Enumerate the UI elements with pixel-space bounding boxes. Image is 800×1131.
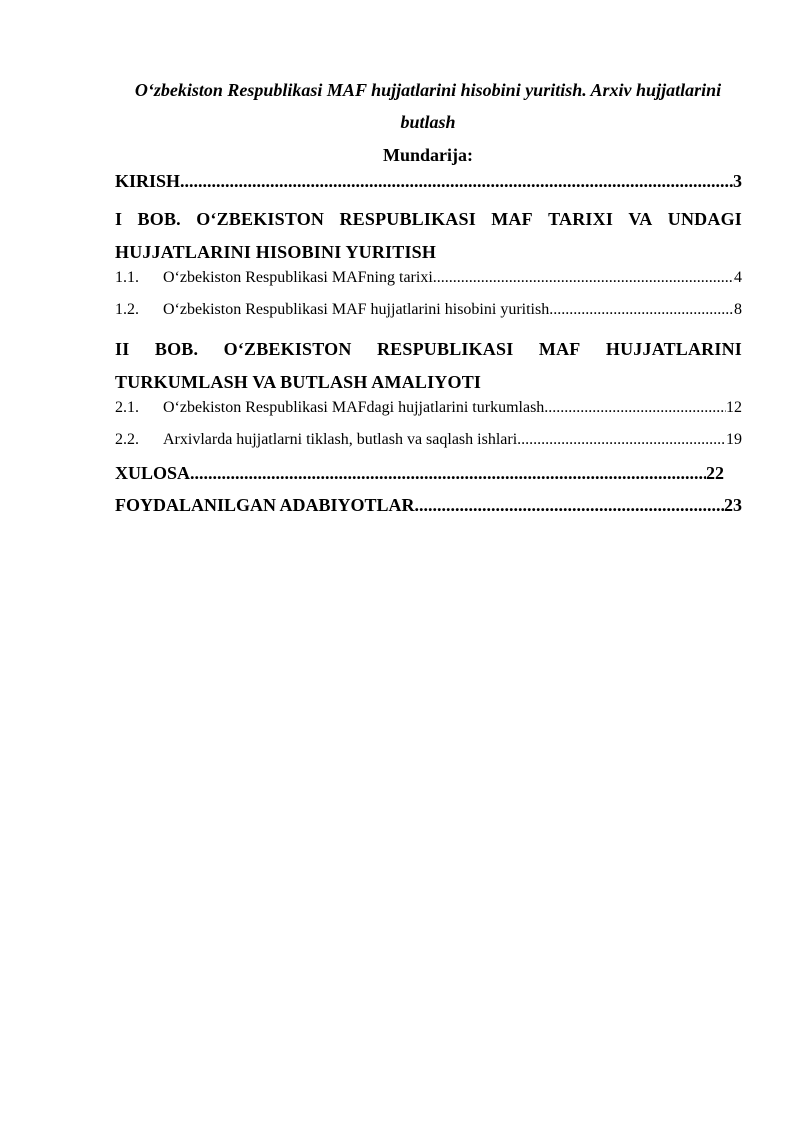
toc-entry-page: 8 (734, 301, 742, 318)
chapter-2-word: MAF (538, 339, 581, 359)
chapter-1-word: TARIXI (548, 209, 614, 229)
toc-dot-leader (415, 495, 724, 516)
toc-entry-label: O‘zbekiston Respublikasi MAFdagi hujjatlarini turkumlash (163, 399, 545, 416)
chapter-1-word: O‘ZBEKISTON (196, 209, 325, 229)
chapter-2-word: RESPUBLIKASI (376, 339, 514, 359)
chapter-1-word: BOB. (137, 209, 181, 229)
toc-entry-label: FOYDALANILGAN ADABIYOTLAR (115, 495, 415, 515)
chapter-2-line-2: TURKUMLASH VA BUTLASH AMALIYOTI (115, 372, 482, 392)
toc-section-number: 2.2. (115, 431, 139, 448)
chapter-2-word: BOB. (154, 339, 199, 359)
toc-entry-page: 19 (726, 431, 742, 448)
toc-dot-leader (190, 463, 706, 484)
chapter-1-word: RESPUBLIKASI (339, 209, 476, 229)
toc-section-number: 1.2. (115, 301, 139, 318)
toc-dot-leader (544, 399, 726, 417)
chapter-2-word: II (115, 339, 130, 359)
toc-entry-page: 22 (706, 463, 724, 483)
chapter-1-line-2: HUJJATLARINI HISOBINI YURITISH (115, 242, 437, 262)
toc-entry-page: 12 (726, 399, 742, 416)
toc-entry-page: 23 (724, 495, 742, 515)
toc-dot-leader (433, 269, 734, 287)
table-of-contents (115, 171, 742, 527)
chapter-2-word: O‘ZBEKISTON (223, 339, 352, 359)
toc-entry-label: Arxivlarda hujjatlarni tiklash, butlash va saqlash ishlari (163, 431, 518, 448)
toc-entry-conclusion[interactable] (115, 463, 742, 495)
toc-section-number: 1.1. (115, 269, 139, 286)
chapter-2-line-1 (115, 333, 742, 366)
toc-dot-leader (517, 431, 726, 449)
chapter-1-word: UNDAGI (667, 209, 742, 229)
toc-entry-page: 3 (733, 171, 742, 191)
chapter-1-word: I (115, 209, 123, 229)
chapter-2-word: HUJJATLARINI (605, 339, 742, 359)
toc-entry-intro[interactable] (115, 171, 742, 203)
toc-entry-section-2-1[interactable] (115, 399, 742, 431)
toc-entry-section-2-2[interactable] (115, 431, 742, 463)
toc-entry-label: KIRISH (115, 171, 181, 191)
chapter-1-word: MAF (491, 209, 533, 229)
toc-entry-references[interactable] (115, 495, 742, 527)
toc-entry-label: XULOSA (115, 463, 191, 483)
toc-dot-leader (180, 171, 733, 192)
toc-section-number: 2.1. (115, 399, 139, 416)
toc-entry-chapter-2[interactable] (115, 333, 742, 399)
toc-dot-leader (549, 301, 734, 319)
chapter-1-line-1 (115, 203, 742, 236)
toc-entry-section-1-1[interactable] (115, 269, 742, 301)
toc-entry-label: O‘zbekiston Respublikasi MAF hujjatlarini hisobini yuritish (163, 301, 550, 318)
chapter-1-word: VA (628, 209, 653, 229)
toc-entry-chapter-1[interactable] (115, 203, 742, 269)
document-title: O‘zbekiston Respublikasi MAF hujjatlarini hisobini yuritish. Arxiv hujjatlarini butlash (134, 80, 722, 132)
toc-entry-page: 4 (734, 269, 742, 286)
toc-heading: Mundarija: (383, 145, 473, 165)
toc-entry-label: O‘zbekiston Respublikasi MAFning tarixi (163, 269, 433, 286)
toc-entry-section-1-2[interactable] (115, 301, 742, 333)
